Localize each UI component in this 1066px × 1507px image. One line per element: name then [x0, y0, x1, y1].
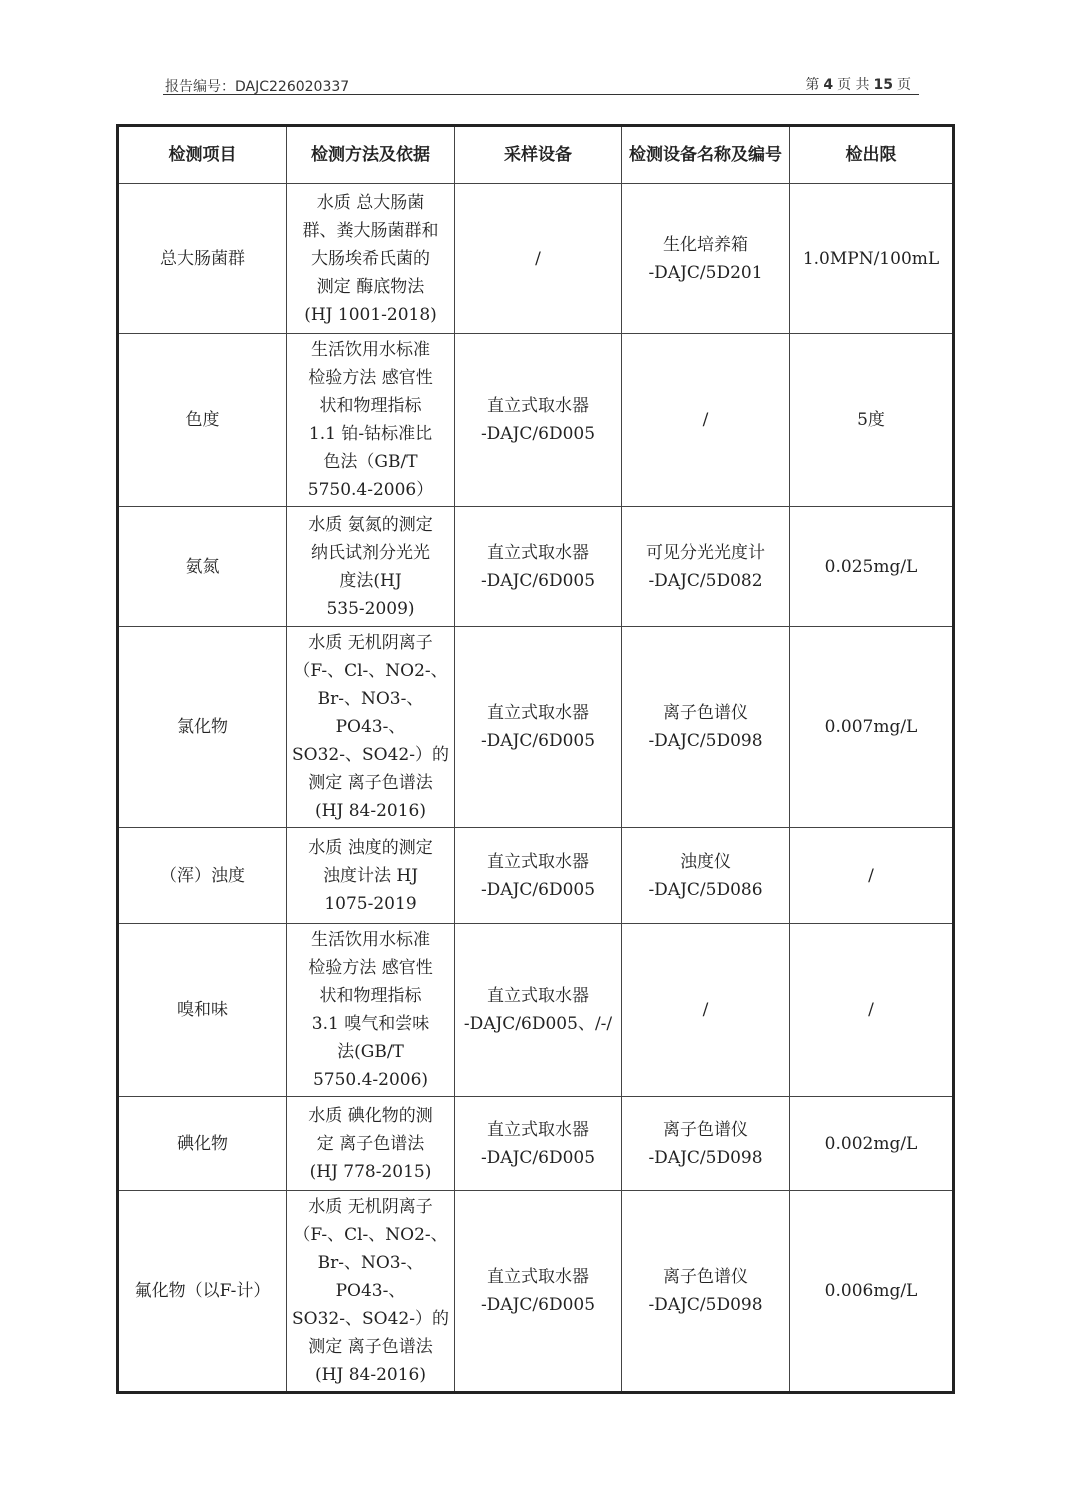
detection-limit-cell: 1.0MPN/100mL — [790, 184, 954, 334]
test-item-cell: 嗅和味 — [118, 924, 287, 1097]
cell-line: 浊度仪 — [680, 851, 731, 872]
cell-line: (HJ 84-2016) — [315, 1365, 426, 1385]
cell-line: 离子色谱仪 — [663, 1267, 748, 1287]
table-row — [118, 184, 954, 334]
detection-limit-cell: / — [790, 924, 954, 1097]
cell-line: / — [535, 248, 541, 269]
cell-line: 直立式取水器 — [487, 1267, 589, 1287]
column-header: 检测设备名称及编号 — [622, 126, 790, 184]
cell-line: 检验方法 感官性 — [308, 958, 433, 978]
table-header-row — [118, 126, 954, 184]
cell-line: -DAJC/6D005 — [480, 879, 596, 900]
equipment-cell — [622, 828, 790, 924]
page-total: 15 — [873, 77, 893, 93]
column-header: 采样设备 — [455, 126, 622, 184]
sampling-device-cell — [455, 1097, 622, 1191]
cell-line: (HJ 778-2015) — [309, 1161, 432, 1182]
method-cell — [287, 334, 455, 507]
test-method-table — [116, 124, 955, 1394]
cell-line: SO32-、SO42-）的 — [292, 745, 449, 765]
cell-line: 1075-2019 — [324, 893, 417, 914]
cell-line: 浊度计法 HJ — [322, 865, 419, 886]
cell-line: 离子色谱仪 — [663, 703, 748, 723]
cell-line: Br-、NO3-、PO43-、 — [317, 1253, 424, 1301]
cell-line: 定 离子色谱法 — [316, 1133, 425, 1154]
cell-line: Br-、NO3-、PO43-、 — [317, 689, 424, 737]
table-row — [118, 334, 954, 507]
cell-line: -DAJC/6D005 — [480, 570, 596, 591]
equipment-cell — [622, 1097, 790, 1191]
cell-line: 可见分光光度计 — [646, 542, 765, 563]
test-item-cell: 氟化物（以F-计） — [118, 1191, 287, 1393]
cell-line: 3.1 嗅气和尝味 — [311, 1014, 430, 1034]
cell-line: / — [702, 1000, 709, 1020]
cell-line: 水质 无机阴离子 — [308, 633, 433, 653]
cell-line: / — [702, 410, 709, 430]
cell-line: 直立式取水器 — [487, 703, 589, 723]
cell-line: 法(GB/T — [337, 1042, 404, 1062]
table-row — [118, 507, 954, 627]
table-row — [118, 1191, 954, 1393]
table-row — [118, 1097, 954, 1191]
equipment-cell — [622, 507, 790, 627]
cell-line: 5750.4-2006) — [312, 1070, 429, 1090]
test-item-cell: 色度 — [118, 334, 287, 507]
cell-line: 生活饮用水标准 — [311, 930, 430, 950]
cell-line: -DAJC/5D201 — [648, 262, 763, 283]
cell-line: 水质 氨氮的测定 — [308, 514, 433, 535]
cell-line: (HJ 84-2016) — [315, 801, 426, 821]
detection-limit-cell: / — [790, 828, 954, 924]
cell-line: SO32-、SO42-）的 — [292, 1309, 449, 1329]
cell-line: 度法(HJ — [339, 570, 402, 591]
cell-line: 水质 无机阴离子 — [308, 1197, 433, 1217]
cell-line: 水质 碘化物的测 — [308, 1105, 433, 1126]
cell-line: 检验方法 感官性 — [308, 368, 433, 388]
page-indicator — [805, 74, 911, 94]
cell-line: 水质 总大肠菌 — [316, 192, 425, 213]
cell-line: -DAJC/6D005 — [480, 424, 596, 444]
cell-line: 状和物理指标 — [319, 986, 422, 1006]
cell-line: 直立式取水器 — [487, 396, 589, 416]
cell-line: -DAJC/6D005 — [480, 1295, 596, 1315]
cell-line: -DAJC/6D005 — [480, 1147, 596, 1168]
table-row — [118, 924, 954, 1097]
equipment-cell — [622, 334, 790, 507]
cell-line: 5750.4-2006） — [307, 480, 434, 500]
cell-line: 状和物理指标 — [319, 396, 422, 416]
test-item-cell: 氯化物 — [118, 627, 287, 828]
cell-line: 直立式取水器 — [487, 986, 589, 1006]
page-suffix: 页 — [897, 77, 911, 93]
cell-line: （F-、Cl-、NO2-、 — [293, 1225, 448, 1245]
sampling-device-cell — [455, 627, 622, 828]
cell-line: (HJ 1001-2018) — [304, 304, 437, 325]
cell-line: 直立式取水器 — [487, 851, 589, 872]
sampling-device-cell — [455, 334, 622, 507]
equipment-cell — [622, 184, 790, 334]
page-current: 4 — [823, 77, 834, 93]
page-prefix: 第 — [805, 77, 820, 93]
detection-limit-cell: 0.007mg/L — [790, 627, 954, 828]
cell-line: 直立式取水器 — [487, 1119, 589, 1140]
method-cell — [287, 1097, 455, 1191]
table-row — [118, 828, 954, 924]
cell-line: 生化培养箱 — [663, 234, 748, 255]
cell-line: 大肠埃希氏菌的 — [311, 248, 430, 269]
cell-line: 纳氏试剂分光光 — [311, 542, 430, 563]
column-header: 检测方法及依据 — [287, 126, 455, 184]
page-mid: 页 共 — [837, 77, 870, 93]
sampling-device-cell — [455, 924, 622, 1097]
cell-line: -DAJC/6D005、/-/ — [463, 1014, 613, 1034]
cell-line: 测定 离子色谱法 — [308, 773, 433, 793]
cell-line: 水质 浊度的测定 — [308, 837, 433, 858]
test-item-cell: 总大肠菌群 — [118, 184, 287, 334]
detection-limit-cell: 0.002mg/L — [790, 1097, 954, 1191]
cell-line: -DAJC/5D098 — [648, 731, 763, 751]
column-header: 检测项目 — [118, 126, 287, 184]
sampling-device-cell — [455, 1191, 622, 1393]
cell-line: 色法（GB/T — [323, 452, 418, 472]
cell-line: 生活饮用水标准 — [311, 340, 430, 360]
method-cell — [287, 507, 455, 627]
test-item-cell: 氨氮 — [118, 507, 287, 627]
cell-line: 1.1 铂-钴标准比 — [308, 424, 433, 444]
cell-line: -DAJC/5D082 — [648, 570, 763, 591]
method-cell — [287, 184, 455, 334]
cell-line: 535-2009) — [326, 598, 415, 619]
sampling-device-cell — [455, 828, 622, 924]
sampling-device-cell — [455, 184, 622, 334]
page-header — [163, 72, 919, 95]
test-item-cell: （浑）浊度 — [118, 828, 287, 924]
cell-line: -DAJC/5D098 — [648, 1147, 763, 1168]
report-number: 报告编号：DAJC226020337 — [165, 79, 350, 95]
equipment-cell — [622, 627, 790, 828]
method-cell — [287, 1191, 455, 1393]
detection-limit-cell: 0.025mg/L — [790, 507, 954, 627]
cell-line: 测定 酶底物法 — [316, 276, 425, 297]
cell-line: 离子色谱仪 — [663, 1119, 748, 1140]
sampling-device-cell — [455, 507, 622, 627]
detection-limit-cell: 0.006mg/L — [790, 1191, 954, 1393]
cell-line: （F-、Cl-、NO2-、 — [293, 661, 448, 681]
method-cell — [287, 924, 455, 1097]
cell-line: -DAJC/5D098 — [648, 1295, 763, 1315]
detection-limit-cell: 5度 — [790, 334, 954, 507]
method-cell — [287, 828, 455, 924]
cell-line: -DAJC/6D005 — [480, 731, 596, 751]
table-body — [118, 184, 954, 1393]
equipment-cell — [622, 924, 790, 1097]
column-header: 检出限 — [790, 126, 954, 184]
cell-line: 直立式取水器 — [487, 542, 589, 563]
equipment-cell — [622, 1191, 790, 1393]
cell-line: 测定 离子色谱法 — [308, 1337, 433, 1357]
cell-line: 群、粪大肠菌群和 — [302, 220, 439, 241]
method-cell — [287, 627, 455, 828]
cell-line: -DAJC/5D086 — [648, 879, 763, 900]
test-item-cell: 碘化物 — [118, 1097, 287, 1191]
table-row — [118, 627, 954, 828]
